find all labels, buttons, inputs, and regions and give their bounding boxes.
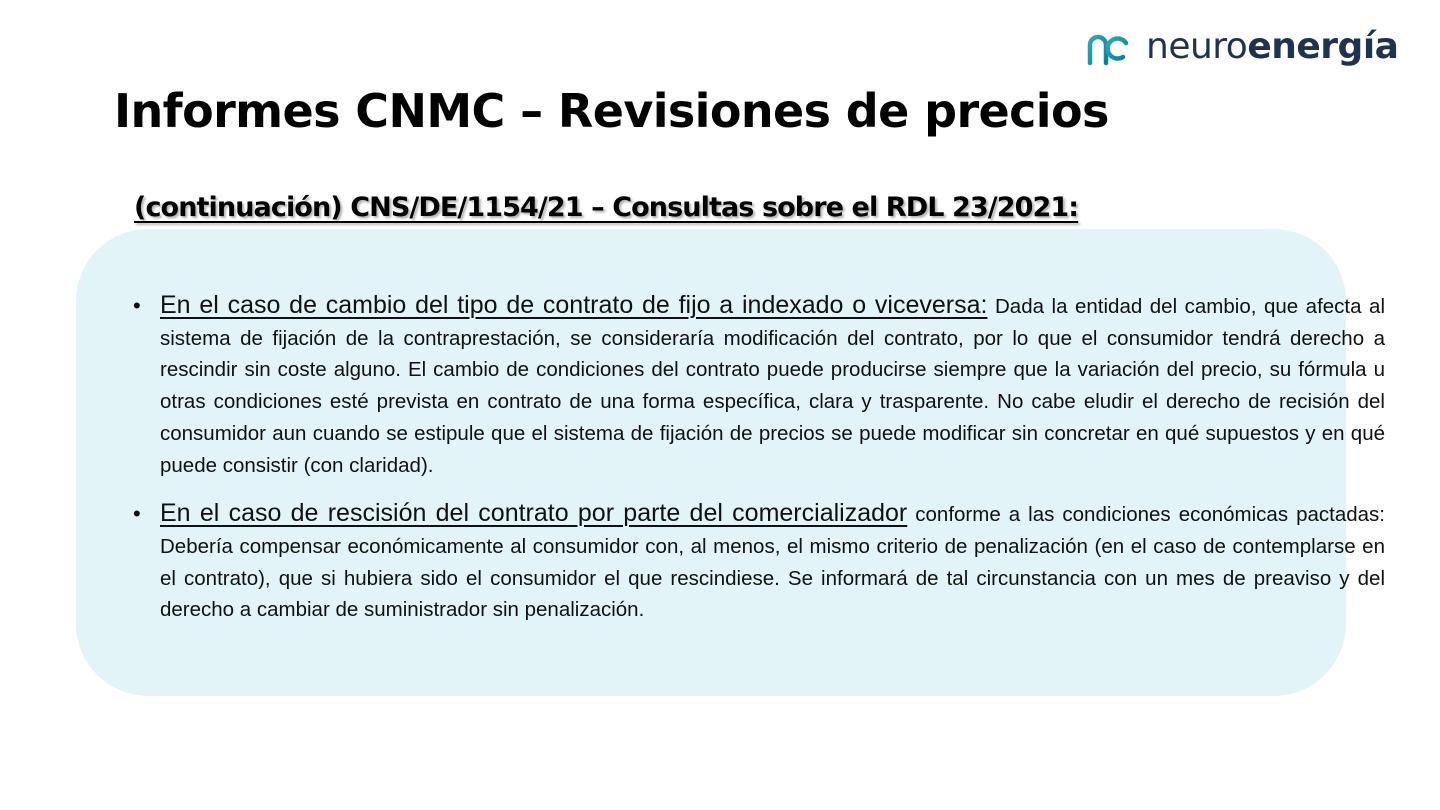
bullet-heading: En el caso de cambio del tipo de contrato de fijo a indexado o viceversa: [160, 291, 988, 319]
bullet-text: Dada la entidad del cambio, que afecta al sistema de fijación de la contraprestación, se consideraría modificación del contrato, por lo que el consumidor tendrá derecho a rescindir sin coste alguno. El cambio de condiciones del contrato puede producirse siempre que la variación del precio, su fórmula u otras condiciones esté prevista en contrato de una forma específica, clara y trasparente. No cabe eludir el derecho de recisión del consumidor aun cuando se estipule que el sistema de fijación de precios se puede modificar sin concretar en qué supuestos y en qué puede consistir (con claridad). [160, 295, 1385, 477]
logo-wordmark-suffix: energía [1247, 26, 1399, 67]
logo-wordmark [1146, 26, 1399, 67]
logo-wordmark-prefix: neuro [1146, 26, 1248, 67]
bullet-list [133, 290, 1385, 626]
bullet-marker: • [133, 501, 141, 527]
slide-subtitle: (continuación) CNS/DE/1154/21 – Consultas sobre el RDL 23/2021: [134, 192, 1079, 223]
bullet-text: conforme a las condiciones económicas pactadas: Debería compensar económicamente al consumidor con, al menos, el mismo criterio de penalización (en el caso de contemplarse en el contrato), que si hubiera sido el consumidor el que rescindiese. Se informará de tal circunstancia con un mes de preaviso y del derecho a cambiar de suministrador sin penalización. [160, 503, 1385, 622]
bullet-item-contract-type-change [133, 290, 1385, 481]
neuroenergia-logo-icon [1086, 27, 1130, 67]
bullet-item-contract-termination [133, 498, 1385, 626]
bullet-heading: En el caso de rescisión del contrato por parte del comercializador [160, 499, 908, 528]
brand-logo [1086, 24, 1398, 70]
bullet-marker: • [133, 293, 141, 318]
slide-title: Informes CNMC – Revisiones de precios [114, 84, 1109, 138]
